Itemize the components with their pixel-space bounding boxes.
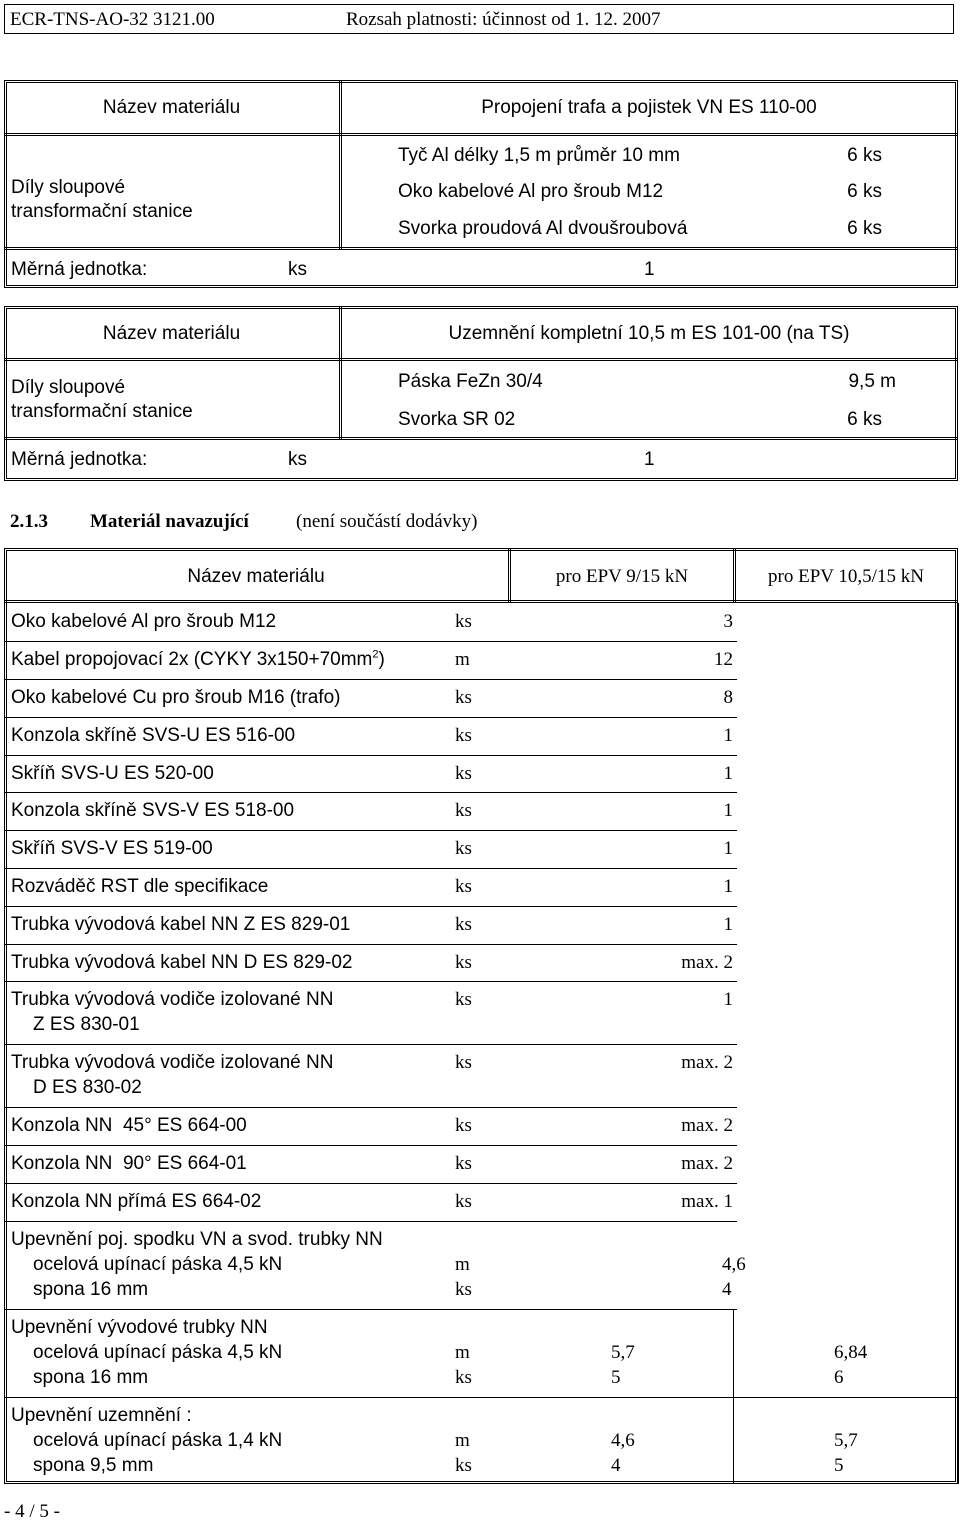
table3-row-unit: ks xyxy=(455,1153,472,1174)
table3-row-value: 1 xyxy=(723,914,733,935)
table1-col-header: Název materiálu xyxy=(102,97,241,118)
section-title: Materiál navazující xyxy=(90,511,249,532)
table1-category-1: Díly sloupové xyxy=(11,177,126,198)
validity-text: Rozsah platnosti: účinnost od 1. 12. 2007 xyxy=(346,9,661,30)
table1-item-name: Svorka proudová Al dvoušroubová xyxy=(398,218,688,239)
table3-row-name: Trubka vývodová kabel NN D ES 829-02 xyxy=(11,952,353,973)
table3-row-name: Trubka vývodová vodiče izolované NN xyxy=(11,989,334,1010)
table1-unit-qty: 1 xyxy=(644,259,655,280)
table3-row-name: Skříň SVS-U ES 520-00 xyxy=(11,763,214,784)
section-subtitle: (není součástí dodávky) xyxy=(296,511,478,532)
table3-row-name: Skříň SVS-V ES 519-00 xyxy=(11,838,213,859)
group1-unit1: m xyxy=(455,1254,470,1275)
table1-title: Propojení trafa a pojistek VN ES 110-00 xyxy=(481,97,817,118)
table3-row-value: 3 xyxy=(723,611,733,632)
group2-line1: ocelová upínací páska 4,5 kN xyxy=(33,1342,283,1363)
section-number: 2.1.3 xyxy=(10,511,48,532)
table3-header-name: Název materiálu xyxy=(187,566,325,587)
table3-row-name-cont: D ES 830-02 xyxy=(33,1077,142,1098)
table3-row-value: 12 xyxy=(714,649,733,670)
table1-unit-label: Měrná jednotka: xyxy=(11,259,148,280)
table3-row-name: Konzola NN 90° ES 664-01 xyxy=(11,1153,247,1174)
group1-unit2: ks xyxy=(455,1279,472,1300)
table1-item-name: Oko kabelové Al pro šroub M12 xyxy=(398,181,664,202)
table3-row-value: 1 xyxy=(723,763,733,784)
table3-row-name: Trubka vývodová vodiče izolované NN xyxy=(11,1052,334,1073)
table3-row-value: 1 xyxy=(723,800,733,821)
table2-category-1: Díly sloupové xyxy=(11,377,126,398)
group3-unit1: m xyxy=(455,1430,470,1451)
table3-row-name: Konzola NN 45° ES 664-00 xyxy=(11,1115,247,1136)
group2-unit2: ks xyxy=(455,1367,472,1388)
table3-row-name: Konzola NN přímá ES 664-02 xyxy=(11,1191,262,1212)
group1-line1: ocelová upínací páska 4,5 kN xyxy=(33,1254,283,1275)
group3-col1-value1: 4,6 xyxy=(611,1430,635,1451)
group3-line1: ocelová upínací páska 1,4 kN xyxy=(33,1430,283,1451)
group3-title: Upevnění uzemnění : xyxy=(11,1405,192,1426)
table3-row-value: 1 xyxy=(723,989,733,1010)
table3-row-value: 1 xyxy=(723,838,733,859)
table2-title: Uzemnění kompletní 10,5 m ES 101-00 (na TS) xyxy=(448,323,850,344)
table2-unit: ks xyxy=(288,449,307,470)
table3-row-value: max. 2 xyxy=(681,1115,733,1136)
table1-item-qty: 6 ks xyxy=(847,218,882,239)
table3-row-unit: ks xyxy=(455,838,472,859)
group1-title: Upevnění poj. spodku VN a svod. trubky NN xyxy=(11,1229,383,1250)
group1-value2: 4 xyxy=(722,1279,732,1300)
table3-row-name-cont: Z ES 830-01 xyxy=(33,1014,140,1035)
table1-item-qty: 6 ks xyxy=(847,145,882,166)
table2-item-name: Páska FeZn 30/4 xyxy=(398,371,543,392)
table3-row-name: Rozváděč RST dle specifikace xyxy=(11,876,269,897)
table3-header-col1: pro EPV 9/15 kN xyxy=(555,566,689,587)
table3-row-value: max. 2 xyxy=(681,952,733,973)
table2-item-qty: 6 ks xyxy=(847,409,882,430)
group2-unit1: m xyxy=(455,1342,470,1363)
group2-col1-value1: 5,7 xyxy=(611,1342,635,1363)
table3-row-name: Trubka vývodová kabel NN Z ES 829-01 xyxy=(11,914,351,935)
group2-col1-value2: 5 xyxy=(611,1367,621,1388)
group2-line2: spona 16 mm xyxy=(33,1367,149,1388)
table3-row-name: Kabel propojovací 2x (CYKY $3x150+70mm^2$) xyxy=(11,648,385,670)
table3-row-name: Oko kabelové Cu pro šroub M16 (trafo) xyxy=(11,687,341,708)
table2-item-qty: 9,5 m xyxy=(848,371,896,392)
table3-row-name: Konzola skříně SVS-U ES 516-00 xyxy=(11,725,296,746)
table3-row-unit: ks xyxy=(455,952,472,973)
table3-row-value: max. 2 xyxy=(681,1153,733,1174)
table3-row-unit: ks xyxy=(455,914,472,935)
table2-category-2: transformační stanice xyxy=(11,401,193,422)
group3-col2-value2: 5 xyxy=(834,1455,844,1476)
group2-col2-value1: 6,84 xyxy=(834,1342,868,1363)
table2-col-header: Název materiálu xyxy=(102,323,241,344)
table1-category-2: transformační stanice xyxy=(11,201,193,222)
table3-row-value: 1 xyxy=(723,876,733,897)
group3-col2-value1: 5,7 xyxy=(834,1430,858,1451)
group2-title: Upevnění vývodové trubky NN xyxy=(11,1317,268,1338)
table3-row-unit: ks xyxy=(455,611,472,632)
table2-unit-label: Měrná jednotka: xyxy=(11,449,148,470)
table1-item-qty: 6 ks xyxy=(847,181,882,202)
group1-value1: 4,6 xyxy=(722,1254,746,1275)
table3-row-value: 1 xyxy=(723,725,733,746)
table3-row-unit: ks xyxy=(455,800,472,821)
table3-row-unit: ks xyxy=(455,687,472,708)
doc-code: ECR-TNS-AO-32 3121.00 xyxy=(10,9,215,30)
table3-row-unit: ks xyxy=(455,989,472,1010)
table3-row-unit: ks xyxy=(455,1191,472,1212)
table3-row-value: 8 xyxy=(723,687,733,708)
group3-line2: spona 9,5 mm xyxy=(33,1455,154,1476)
table3-row-value: max. 1 xyxy=(681,1191,733,1212)
table3-row-name: Konzola skříně SVS-V ES 518-00 xyxy=(11,800,295,821)
group3-col1-value2: 4 xyxy=(611,1455,621,1476)
table3-row-unit: ks xyxy=(455,876,472,897)
table3-row-unit: ks xyxy=(455,763,472,784)
table3-row-unit: ks xyxy=(455,1115,472,1136)
group3-unit2: ks xyxy=(455,1455,472,1476)
table2-item-name: Svorka SR 02 xyxy=(398,409,516,430)
table2-unit-qty: 1 xyxy=(644,449,655,470)
table3-row-unit: m xyxy=(455,649,470,670)
table1-item-name: Tyč Al délky 1,5 m průměr 10 mm xyxy=(398,145,680,166)
table3-row-name: Oko kabelové Al pro šroub M12 xyxy=(11,611,277,632)
table3-row-unit: ks xyxy=(455,1052,472,1073)
group2-col2-value2: 6 xyxy=(834,1367,844,1388)
page-number: - 4 / 5 - xyxy=(4,1501,60,1522)
table3-row-value: max. 2 xyxy=(681,1052,733,1073)
table3-row-unit: ks xyxy=(455,725,472,746)
table1-unit: ks xyxy=(288,259,307,280)
table3-header-col2: pro EPV 10,5/15 kN xyxy=(768,566,924,587)
group1-line2: spona 16 mm xyxy=(33,1279,149,1300)
